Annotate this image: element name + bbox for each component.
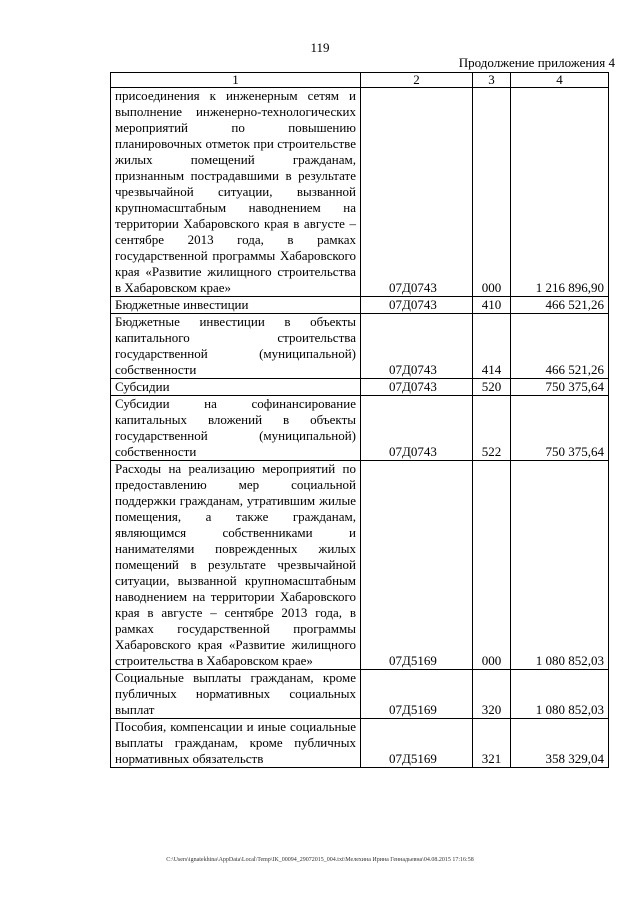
header-cell-2: 2 — [361, 73, 473, 88]
row-name: Социальные выплаты гражданам, кроме публичных нормативных социальных выплат — [111, 670, 361, 719]
table-row — [111, 88, 609, 297]
table-row — [111, 379, 609, 396]
continuation-label: Продолжение приложения 4 — [458, 55, 615, 70]
row-name: Бюджетные инвестиции в объекты капитального строительства государственной (муниципальной) собственности — [111, 314, 361, 379]
row-type: 000 — [473, 88, 511, 297]
row-name: Бюджетные инвестиции — [111, 297, 361, 314]
row-amount: 1 216 896,90 — [511, 88, 609, 297]
header-cell-1: 1 — [111, 73, 361, 88]
row-code: 07Д5169 — [361, 461, 473, 670]
row-amount: 466 521,26 — [511, 297, 609, 314]
row-amount: 466 521,26 — [511, 314, 609, 379]
row-amount: 1 080 852,03 — [511, 670, 609, 719]
row-name: Субсидии — [111, 379, 361, 396]
page-number: 119 — [310, 40, 330, 55]
table-row — [111, 670, 609, 719]
row-type: 321 — [473, 719, 511, 768]
row-type: 414 — [473, 314, 511, 379]
header-cell-3: 3 — [473, 73, 511, 88]
table-row — [111, 461, 609, 670]
row-amount: 358 329,04 — [511, 719, 609, 768]
row-type: 320 — [473, 670, 511, 719]
row-type: 000 — [473, 461, 511, 670]
row-code: 07Д0743 — [361, 297, 473, 314]
table-row — [111, 297, 609, 314]
row-type: 520 — [473, 379, 511, 396]
row-amount: 750 375,64 — [511, 379, 609, 396]
table-row — [111, 314, 609, 379]
row-code: 07Д0743 — [361, 314, 473, 379]
row-code: 07Д5169 — [361, 670, 473, 719]
row-name: присоединения к инженерным сетям и выполнение инженерно-технологических мероприятий по повышению планировочных отметок при строительстве жилых помещений гражданам, признанным пострадавшими в результате чрезвычайной ситуации, вызванной крупномасштабным наводнением на территории Хабаровского края в августе – сентябре 2013 года, в рамках государственной программы Хабаровского края «Развитие жилищного строительства в Хабаровском крае» — [111, 88, 361, 297]
footer-file-path: C:\Users\ignatekhina\AppData\Local\Temp\IK_00094_29072015_004.txt\Мелехина Ирина Геннадьевна\04.08.2015 17:16:58 — [166, 857, 474, 863]
row-name: Пособия, компенсации и иные социальные выплаты гражданам, кроме публичных нормативных обязательств — [111, 719, 361, 768]
row-code: 07Д0743 — [361, 396, 473, 461]
table-row — [111, 396, 609, 461]
row-code: 07Д5169 — [361, 719, 473, 768]
row-amount: 750 375,64 — [511, 396, 609, 461]
row-type: 522 — [473, 396, 511, 461]
row-amount: 1 080 852,03 — [511, 461, 609, 670]
table-row — [111, 719, 609, 768]
row-type: 410 — [473, 297, 511, 314]
header-cell-4: 4 — [511, 73, 609, 88]
row-name: Субсидии на софинансирование капитальных вложений в объекты государственной (муниципальной) собственности — [111, 396, 361, 461]
budget-table — [110, 72, 609, 768]
row-code: 07Д0743 — [361, 379, 473, 396]
table-header-row — [111, 73, 609, 88]
row-name: Расходы на реализацию мероприятий по предоставлению мер социальной поддержки гражданам, утратившим жилые помещения, а также гражданам, являющимся собственниками и нанимателями поврежденных жилых помещений в результате чрезвычайной ситуации, вызванной крупномасштабным наводнением на территории Хабаровского края в августе – сентябре 2013 года, в рамках государственной программы Хабаровского края «Развитие жилищного строительства в Хабаровском крае» — [111, 461, 361, 670]
row-code: 07Д0743 — [361, 88, 473, 297]
